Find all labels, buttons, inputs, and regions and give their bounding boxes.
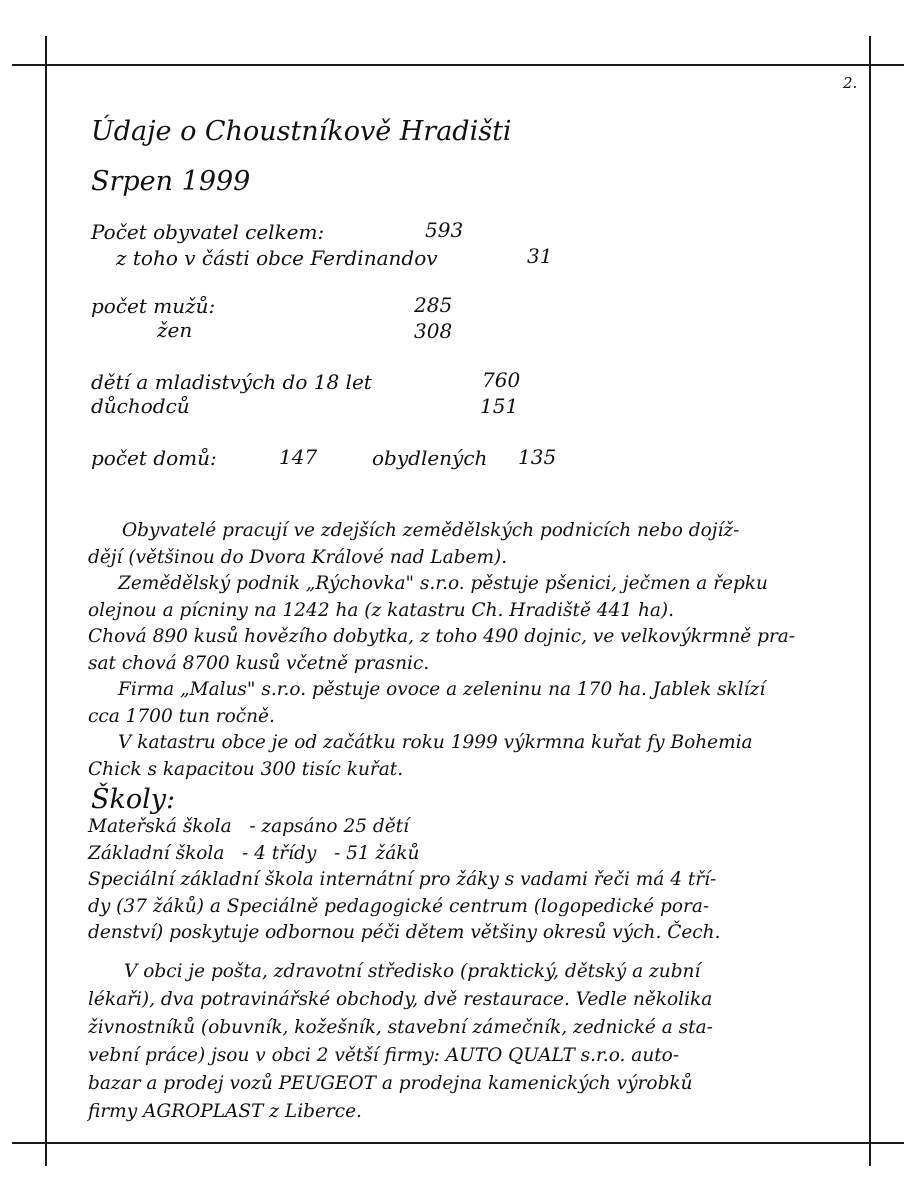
children-value: 760 bbox=[482, 368, 521, 392]
economy-paragraph bbox=[88, 518, 833, 783]
services-line: V obci je pošta, zdravotní středisko (praktický, dětský a zubní bbox=[124, 961, 701, 982]
top-rule bbox=[12, 64, 904, 66]
economy-line: Chick s kapacitou 300 tisíc kuřat. bbox=[88, 758, 404, 780]
economy-line: Chová 890 kusů hovězího dobytka, z toho 490 dojnic, ve velkovýkrmně pra- bbox=[88, 626, 796, 647]
ferdinandov-value: 31 bbox=[527, 244, 553, 268]
left-margin-rule bbox=[45, 36, 47, 1166]
page-number: 2. bbox=[843, 74, 858, 92]
men-label: počet mužů: bbox=[91, 294, 216, 318]
schools-heading: Školy: bbox=[91, 784, 176, 815]
houses-value: 147 bbox=[279, 445, 318, 469]
economy-line: olejnou a pícniny na 1242 ha (z katastru Ch. Hradiště 441 ha). bbox=[88, 599, 675, 621]
special-school-line: Speciální základní škola internátní pro žáky s vadami řeči má 4 tří- bbox=[88, 869, 717, 890]
primary-school-line: Základní škola - 4 třídy - 51 žáků bbox=[88, 842, 420, 864]
special-school-line: dy (37 žáků) a Speciálně pedagogické centrum (logopedické pora- bbox=[88, 895, 710, 917]
population-label: Počet obyvatel celkem: bbox=[91, 220, 325, 244]
page-title: Údaje o Choustníkově Hradišti bbox=[91, 116, 512, 147]
economy-line: cca 1700 tun ročně. bbox=[88, 705, 275, 727]
women-value: 308 bbox=[414, 319, 453, 343]
economy-line: V katastru obce je od začátku roku 1999 výkrmna kuřat fy Bohemia bbox=[118, 732, 753, 753]
houses-label: počet domů: bbox=[91, 446, 217, 470]
inhabited-value: 135 bbox=[518, 445, 557, 469]
children-label: dětí a mladistvých do 18 let bbox=[91, 370, 372, 394]
pensioners-label: důchodců bbox=[91, 394, 190, 418]
services-line: firmy AGROPLAST z Liberce. bbox=[88, 1101, 362, 1122]
economy-line: Zemědělský podnik „Rýchovka" s.r.o. pěstuje pšenici, ječmen a řepku bbox=[118, 573, 768, 594]
inhabited-label: obydlených bbox=[372, 446, 488, 470]
ferdinandov-label: z toho v části obce Ferdinandov bbox=[116, 246, 438, 270]
schools-paragraph bbox=[88, 814, 833, 947]
services-line: živnostníků (obuvník, kožešník, stavební zámečník, zednické a sta- bbox=[88, 1017, 713, 1038]
economy-line: dějí (většinou do Dvora Králové nad Labem). bbox=[88, 546, 508, 568]
economy-line: Obyvatelé pracují ve zdejších zemědělských podnicích nebo dojíž- bbox=[122, 520, 740, 541]
special-school-line: denství) poskytuje odbornou péči dětem většiny okresů vých. Čech. bbox=[88, 922, 721, 943]
economy-line: Firma „Malus" s.r.o. pěstuje ovoce a zeleninu na 170 ha. Jablek sklízí bbox=[118, 679, 766, 700]
population-value: 593 bbox=[425, 218, 464, 242]
economy-line: sat chová 8700 kusů včetně prasnic. bbox=[88, 652, 430, 674]
men-value: 285 bbox=[414, 293, 453, 317]
date-line: Srpen 1999 bbox=[91, 166, 251, 197]
kindergarten-line: Mateřská škola - zapsáno 25 dětí bbox=[88, 816, 410, 837]
pensioners-value: 151 bbox=[480, 394, 519, 418]
bottom-rule bbox=[12, 1142, 904, 1144]
services-line: lékaři), dva potravinářské obchody, dvě restaurace. Vedle několika bbox=[88, 989, 713, 1010]
right-margin-rule bbox=[869, 36, 871, 1166]
services-line: vební práce) jsou v obci 2 větší firmy: AUTO QUALT s.r.o. auto- bbox=[88, 1045, 680, 1066]
services-paragraph bbox=[88, 958, 833, 1126]
women-label: žen bbox=[157, 318, 193, 342]
services-line: bazar a prodej vozů PEUGEOT a prodejna kamenických výrobků bbox=[88, 1073, 693, 1094]
